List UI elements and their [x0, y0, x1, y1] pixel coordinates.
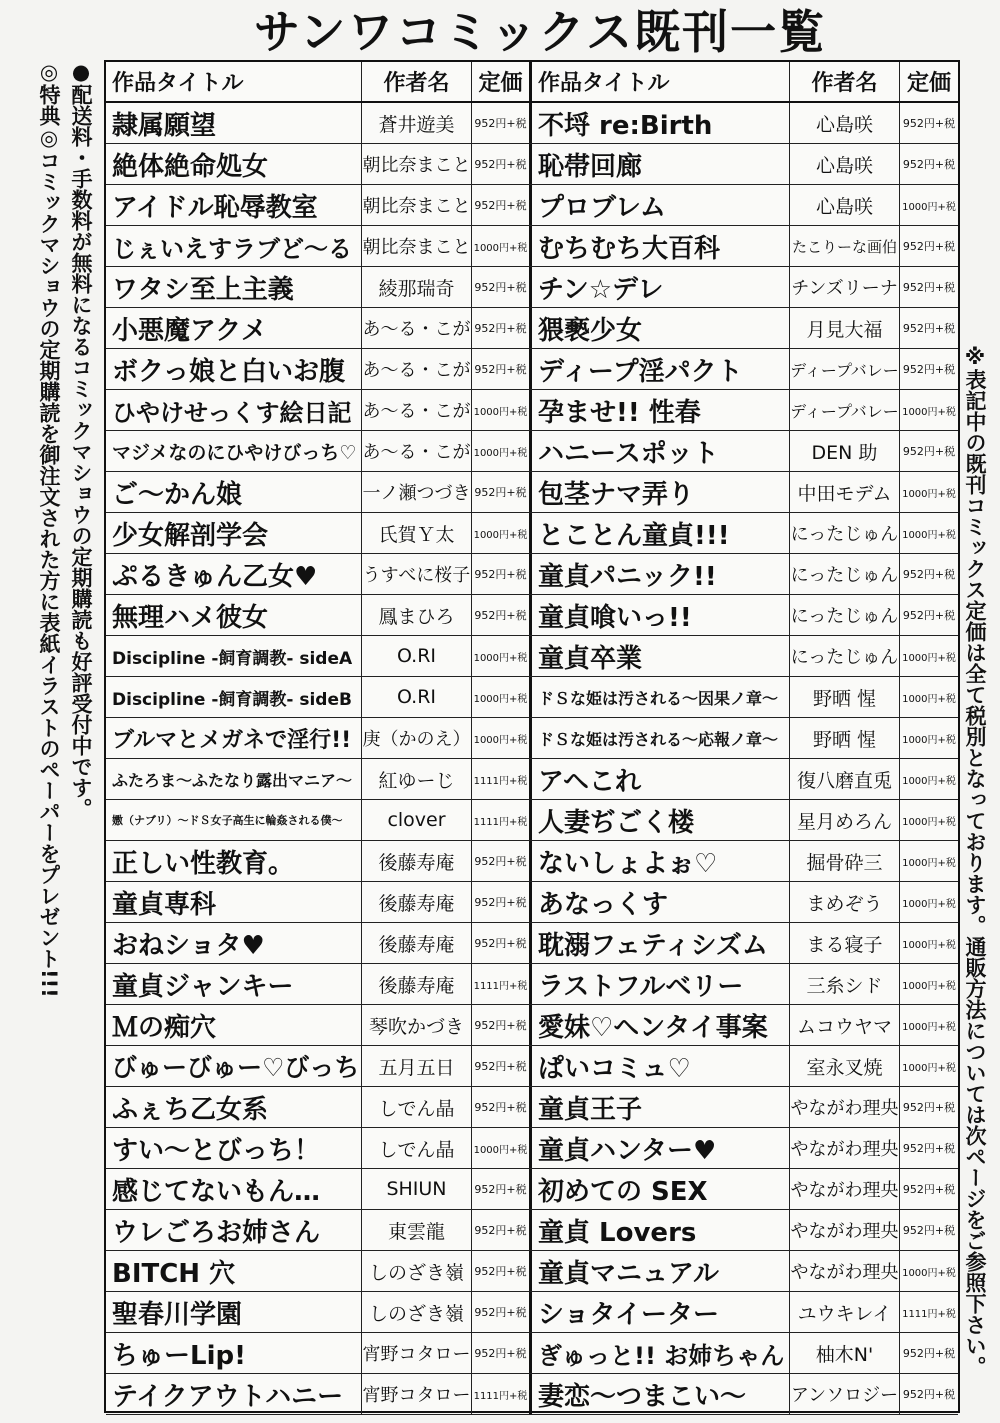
title-right-cell: 恥帯回廊	[532, 144, 790, 184]
author-left-cell: 氏賀Ｙ太	[362, 513, 472, 553]
table-row	[106, 513, 958, 554]
author-right-cell: 三糸シド	[790, 964, 900, 1004]
price-right-cell: 952円+税	[902, 117, 956, 130]
author-right-cell: やながわ理央	[790, 1087, 900, 1127]
title-left-cell: 聖春川学園	[106, 1292, 362, 1332]
author-right-cell: アンソロジー	[790, 1374, 900, 1414]
author-left-cell: 朝比奈まこと	[362, 226, 472, 266]
author-right-cell: 野晒 惺	[790, 677, 900, 717]
price-left-cell: 952円+税	[472, 472, 532, 512]
author-left-cell: 東雲龍	[362, 1210, 472, 1250]
title-right-cell: 猥褻少女	[532, 308, 790, 348]
title-left-cell: ぷるきゅん乙女♥	[106, 554, 362, 594]
table-row	[106, 144, 958, 185]
title-right-cell: ハニースポット	[532, 431, 790, 471]
header-title-left: 作品タイトル	[106, 62, 362, 101]
title-right-cell: 童貞王子	[532, 1087, 790, 1127]
title-right-cell: あなっくす	[532, 882, 790, 922]
table-row	[106, 964, 958, 1005]
price-left-cell: 1000円+税	[472, 226, 532, 266]
author-left-cell: O.RI	[362, 636, 472, 676]
author-left-cell: あ〜る・こが	[362, 349, 472, 389]
price-right-cell: 1000円+税	[902, 1062, 956, 1074]
price-left-cell: 1000円+税	[472, 431, 532, 471]
price-right-cell: 1000円+税	[902, 693, 956, 705]
price-right-cell: 1000円+税	[902, 1021, 956, 1033]
price-left-cell: 952円+税	[472, 185, 532, 225]
price-left-cell: 1111円+税	[472, 800, 532, 840]
author-left-cell: 紅ゆーじ	[362, 759, 472, 799]
author-right-cell: 柚木N'	[790, 1333, 900, 1373]
title-left-cell: 小悪魔アクメ	[106, 308, 362, 348]
price-left-cell: 1111円+税	[472, 1374, 532, 1414]
table-row	[106, 267, 958, 308]
author-right-cell: まる寝子	[790, 923, 900, 963]
header-author-left: 作者名	[362, 62, 472, 101]
price-right-cell: 1000円+税	[902, 775, 956, 787]
author-right-cell: やながわ理央	[790, 1128, 900, 1168]
price-right-cell: 1000円+税	[902, 734, 956, 746]
title-left-cell: アイドル恥辱教室	[106, 185, 362, 225]
author-left-cell: 宵野コタロー	[362, 1374, 472, 1414]
price-left-cell: 952円+税	[472, 841, 532, 881]
price-left-cell: 952円+税	[472, 923, 532, 963]
price-left-cell: 952円+税	[472, 1005, 532, 1045]
author-left-cell: 鳳まひろ	[362, 595, 472, 635]
price-right-cell: 1000円+税	[902, 1267, 956, 1279]
title-right-cell: 童貞喰いっ!!	[532, 595, 790, 635]
author-right-cell: やながわ理央	[790, 1169, 900, 1209]
price-left-cell: 1111円+税	[472, 964, 532, 1004]
title-right-cell: ラストフルベリー	[532, 964, 790, 1004]
price-right-cell: 952円+税	[902, 1183, 956, 1196]
title-right-cell: 耽溺フェティシズム	[532, 923, 790, 963]
price-right-cell: 952円+税	[902, 158, 956, 171]
price-right-cell: 1000円+税	[902, 406, 956, 418]
price-left-cell: 952円+税	[472, 349, 532, 389]
author-right-cell: にったじゅん	[790, 636, 900, 676]
author-right-cell: 復八磨直兎	[790, 759, 900, 799]
table-row	[106, 1292, 958, 1333]
table-row	[106, 308, 958, 349]
price-left-cell: 952円+税	[472, 1251, 532, 1291]
title-left-cell: ひやけせっくす絵日記	[106, 390, 362, 430]
title-right-cell: 包茎ナマ弄り	[532, 472, 790, 512]
title-left-cell: すい〜とびっち！	[106, 1128, 362, 1168]
author-left-cell: 朝比奈まこと	[362, 144, 472, 184]
price-left-cell: 1000円+税	[472, 718, 532, 758]
price-left-cell: 952円+税	[472, 1210, 532, 1250]
price-left-cell: 1000円+税	[472, 513, 532, 553]
price-right-cell: 952円+税	[902, 240, 956, 253]
table-row	[106, 472, 958, 513]
price-right-cell: 952円+税	[902, 1224, 956, 1237]
author-left-cell: 庚（かのえ）	[362, 718, 472, 758]
title-left-cell: ふたろま〜ふたなり露出マニア〜	[106, 759, 362, 799]
title-left-cell: おねショタ♥	[106, 923, 362, 963]
title-right-cell: ショタイーター	[532, 1292, 790, 1332]
title-left-cell: Ｍの痴穴	[106, 1005, 362, 1045]
title-right-cell: 愛妹♡ヘンタイ事案	[532, 1005, 790, 1045]
price-left-cell: 1000円+税	[472, 677, 532, 717]
author-right-cell: にったじゅん	[790, 513, 900, 553]
title-left-cell: ご〜かん娘	[106, 472, 362, 512]
price-note: ※表記中の既刊コミックス定価は全て税別となっております。通販方法については次ページをご参照下さい。	[963, 345, 987, 1377]
page-title: サンワコミックス既刊一覧	[253, 5, 827, 59]
title-left-cell: マジメなのにひやけびっち♡	[106, 431, 362, 471]
author-right-cell: 中田モデム	[790, 472, 900, 512]
table-row	[106, 718, 958, 759]
price-right-cell: 952円+税	[902, 609, 956, 622]
title-left-cell: Discipline -飼育調教- sideA	[106, 636, 362, 676]
bonus-note: ◎特典◎コミックマショウの定期購読を御注文された方に表紙イラストのペーパーをプレゼント!!!	[37, 60, 61, 998]
title-right-cell: むちむち大百科	[532, 226, 790, 266]
author-right-cell: 心島咲	[790, 185, 900, 225]
price-right-cell: 1000円+税	[902, 488, 956, 500]
price-left-cell: 952円+税	[472, 1292, 532, 1332]
table-row	[106, 349, 958, 390]
author-right-cell: チンズリーナ	[790, 267, 900, 307]
author-left-cell: 後藤寿庵	[362, 882, 472, 922]
table-row	[106, 800, 958, 841]
price-right-cell: 952円+税	[902, 322, 956, 335]
title-left-cell: ブルマとメガネで淫行!!	[106, 718, 362, 758]
author-left-cell: 宵野コタロー	[362, 1333, 472, 1373]
author-left-cell: あ〜る・こが	[362, 308, 472, 348]
title-left-cell: 少女解剖学会	[106, 513, 362, 553]
table-row	[106, 595, 958, 636]
title-right-cell: ドＳな姫は汚される〜応報ノ章〜	[532, 718, 790, 758]
price-right-cell: 952円+税	[902, 363, 956, 376]
title-left-cell: テイクアウトハニー	[106, 1374, 362, 1414]
table-row	[106, 390, 958, 431]
price-right-cell: 952円+税	[902, 1142, 956, 1155]
price-right-cell: 952円+税	[902, 1347, 956, 1360]
title-left-cell: 童貞専科	[106, 882, 362, 922]
author-right-cell: 月見大福	[790, 308, 900, 348]
price-left-cell: 952円+税	[472, 1169, 532, 1209]
catalog-table	[104, 60, 960, 1413]
table-row	[106, 1333, 958, 1374]
title-right-cell: ぱいコミュ♡	[532, 1046, 790, 1086]
title-right-cell: チン☆デレ	[532, 267, 790, 307]
title-left-cell: 感じてないもん…	[106, 1169, 362, 1209]
author-left-cell: SHIUN	[362, 1169, 472, 1209]
table-row	[106, 1374, 958, 1415]
author-right-cell: まめぞう	[790, 882, 900, 922]
title-right-cell: とことん童貞!!!	[532, 513, 790, 553]
title-left-cell: 絶体絶命処女	[106, 144, 362, 184]
price-left-cell: 952円+税	[472, 144, 532, 184]
author-right-cell: ムコウヤマ	[790, 1005, 900, 1045]
author-left-cell: あ〜る・こが	[362, 431, 472, 471]
author-left-cell: 一ノ瀬つづき	[362, 472, 472, 512]
author-right-cell: やながわ理央	[790, 1251, 900, 1291]
price-left-cell: 952円+税	[472, 1087, 532, 1127]
title-right-cell: プロブレム	[532, 185, 790, 225]
price-right-cell: 952円+税	[902, 1388, 956, 1401]
title-left-cell: じぇいえすラブど〜る	[106, 226, 362, 266]
price-right-cell: 1000円+税	[902, 652, 956, 664]
table-header	[106, 62, 958, 103]
price-right-cell: 1000円+税	[902, 201, 956, 213]
title-left-cell: ふぇち乙女系	[106, 1087, 362, 1127]
author-left-cell: しのざき嶺	[362, 1292, 472, 1332]
author-right-cell: 野晒 惺	[790, 718, 900, 758]
price-left-cell: 952円+税	[472, 882, 532, 922]
author-left-cell: 後藤寿庵	[362, 841, 472, 881]
author-right-cell: ユウキレイ	[790, 1292, 900, 1332]
title-right-cell: 妻恋〜つまこい〜	[532, 1374, 790, 1414]
table-row	[106, 677, 958, 718]
header-title-right: 作品タイトル	[532, 62, 790, 101]
table-row	[106, 882, 958, 923]
price-left-cell: 952円+税	[472, 267, 532, 307]
table-row	[106, 841, 958, 882]
title-left-cell: ボクっ娘と白いお腹	[106, 349, 362, 389]
author-left-cell: 綾那瑞奇	[362, 267, 472, 307]
price-left-cell: 952円+税	[472, 308, 532, 348]
price-left-cell: 952円+税	[472, 554, 532, 594]
price-right-cell: 1000円+税	[902, 898, 956, 910]
author-right-cell: たこりーな画伯	[790, 226, 900, 266]
price-right-cell: 1000円+税	[902, 857, 956, 869]
author-right-cell: やながわ理央	[790, 1210, 900, 1250]
price-left-cell: 1000円+税	[472, 390, 532, 430]
table-row	[106, 1210, 958, 1251]
table-row	[106, 226, 958, 267]
title-right-cell: 童貞パニック!!	[532, 554, 790, 594]
price-right-cell: 1000円+税	[902, 529, 956, 541]
price-left-cell: 952円+税	[472, 103, 532, 143]
price-left-cell: 1000円+税	[472, 1128, 532, 1168]
author-right-cell: 掘骨砕三	[790, 841, 900, 881]
author-right-cell: 室永叉焼	[790, 1046, 900, 1086]
author-left-cell: 五月五日	[362, 1046, 472, 1086]
price-right-cell: 1000円+税	[902, 816, 956, 828]
price-right-cell: 952円+税	[902, 1101, 956, 1114]
title-left-cell: 童貞ジャンキー	[106, 964, 362, 1004]
price-left-cell: 952円+税	[472, 1046, 532, 1086]
title-left-cell: ワタシ至上主義	[106, 267, 362, 307]
title-right-cell: 孕ませ!! 性春	[532, 390, 790, 430]
table-row	[106, 759, 958, 800]
author-left-cell: 琴吹かづき	[362, 1005, 472, 1045]
table-row	[106, 1046, 958, 1087]
price-right-cell: 1000円+税	[902, 939, 956, 951]
title-left-cell: 無理ハメ彼女	[106, 595, 362, 635]
table-row	[106, 185, 958, 226]
author-left-cell: O.RI	[362, 677, 472, 717]
author-right-cell: DEN 助	[790, 431, 900, 471]
title-right-cell: ぎゅっと!! お姉ちゃん	[532, 1333, 790, 1373]
header-price-left: 定価	[472, 62, 532, 101]
author-right-cell: 心島咲	[790, 103, 900, 143]
header-author-right: 作者名	[790, 62, 900, 101]
author-right-cell: 心島咲	[790, 144, 900, 184]
table-row	[106, 1128, 958, 1169]
price-left-cell: 952円+税	[472, 595, 532, 635]
title-right-cell: アヘこれ	[532, 759, 790, 799]
price-right-cell: 1111円+税	[902, 1308, 956, 1320]
author-left-cell: しでん晶	[362, 1128, 472, 1168]
table-row	[106, 431, 958, 472]
author-left-cell: しでん晶	[362, 1087, 472, 1127]
title-left-cell: びゅーびゅー♡びっち	[106, 1046, 362, 1086]
author-left-cell: しのざき嶺	[362, 1251, 472, 1291]
author-left-cell: 後藤寿庵	[362, 964, 472, 1004]
title-left-cell: ウレごろお姉さん	[106, 1210, 362, 1250]
price-right-cell: 952円+税	[902, 281, 956, 294]
author-left-cell: 朝比奈まこと	[362, 185, 472, 225]
author-left-cell: あ〜る・こが	[362, 390, 472, 430]
title-left-cell: BITCH 穴	[106, 1251, 362, 1291]
shipping-note: ●配送料・手数料が無料になるコミックマショウの定期購読も好評受付中です。	[69, 60, 93, 819]
table-row	[106, 923, 958, 964]
author-right-cell: 星月めろん	[790, 800, 900, 840]
author-left-cell: clover	[362, 800, 472, 840]
title-right-cell: 童貞ハンター♥	[532, 1128, 790, 1168]
header-price-right: 定価	[906, 71, 951, 96]
table-row	[106, 1087, 958, 1128]
title-right-cell: 童貞 Lovers	[532, 1210, 790, 1250]
author-left-cell: うすべに桜子	[362, 554, 472, 594]
author-right-cell: にったじゅん	[790, 595, 900, 635]
title-right-cell: ドＳな姫は汚される〜因果ノ章〜	[532, 677, 790, 717]
title-right-cell: 人妻ぢごく楼	[532, 800, 790, 840]
price-right-cell: 952円+税	[902, 568, 956, 581]
title-left-cell: 嫐（ナブリ）〜ドＳ女子高生に輪姦される僕〜	[106, 800, 362, 840]
title-right-cell: 童貞卒業	[532, 636, 790, 676]
author-left-cell: 蒼井遊美	[362, 103, 472, 143]
title-left-cell: Discipline -飼育調教- sideB	[106, 677, 362, 717]
price-left-cell: 952円+税	[472, 1333, 532, 1373]
author-left-cell: 後藤寿庵	[362, 923, 472, 963]
price-right-cell: 952円+税	[902, 445, 956, 458]
title-right-cell: ないしょよぉ♡	[532, 841, 790, 881]
author-right-cell: にったじゅん	[790, 554, 900, 594]
author-right-cell: ディープバレー	[790, 349, 900, 389]
title-left-cell: ちゅーLip!	[106, 1333, 362, 1373]
author-right-cell: ディープバレー	[790, 390, 900, 430]
table-row	[106, 1251, 958, 1292]
price-right-cell: 1000円+税	[902, 980, 956, 992]
title-right-cell: 不埒 re:Birth	[532, 103, 790, 143]
table-row	[106, 554, 958, 595]
price-left-cell: 1000円+税	[472, 636, 532, 676]
title-right-cell: ディープ淫パクト	[532, 349, 790, 389]
title-right-cell: 初めての SEX	[532, 1169, 790, 1209]
table-row	[106, 103, 958, 144]
title-left-cell: 正しい性教育。	[106, 841, 362, 881]
title-left-cell: 隷属願望	[106, 103, 362, 143]
title-right-cell: 童貞マニュアル	[532, 1251, 790, 1291]
table-row	[106, 1005, 958, 1046]
table-row	[106, 636, 958, 677]
table-row	[106, 1169, 958, 1210]
price-left-cell: 1111円+税	[472, 759, 532, 799]
